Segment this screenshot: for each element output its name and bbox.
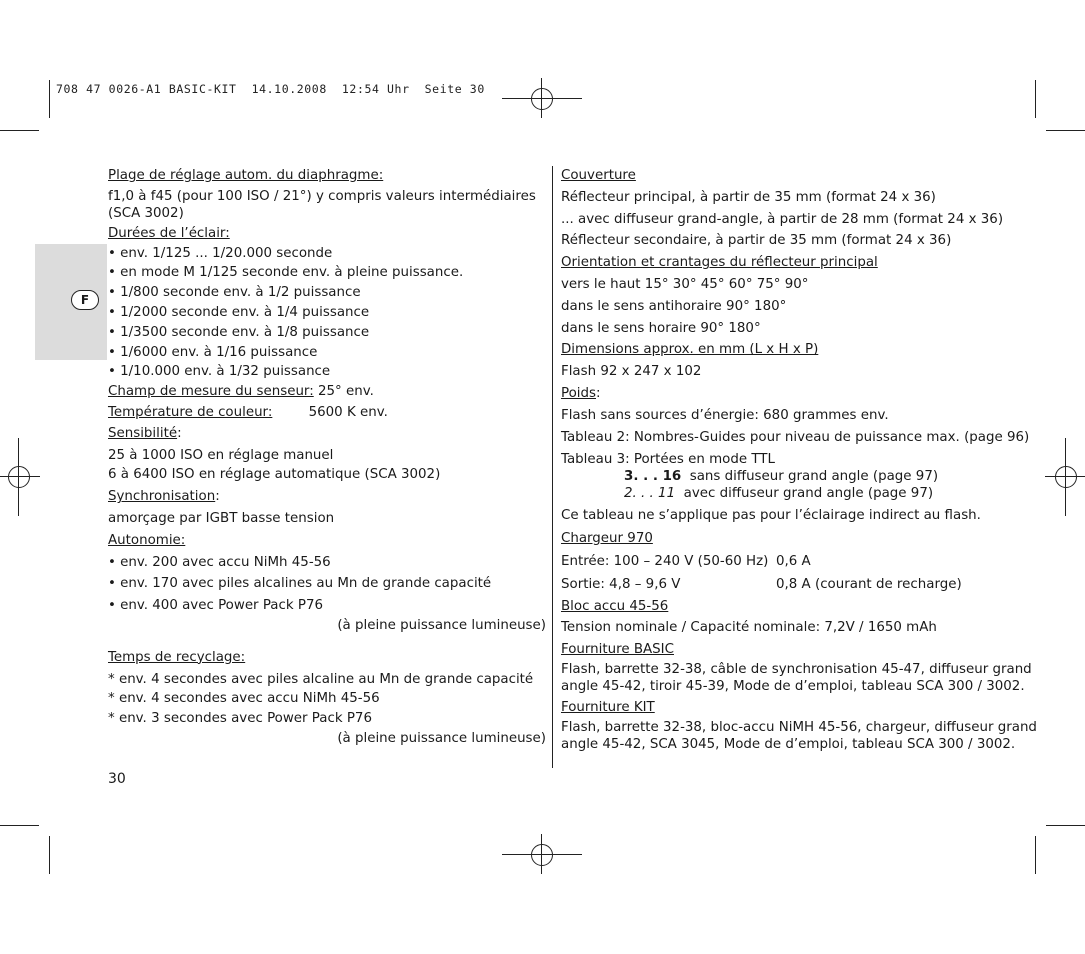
charger-heading: Chargeur 970	[561, 531, 653, 547]
list-item: dans le sens horaire 90° 180°	[561, 320, 761, 336]
autonomy-note: (à pleine puissance lumineuse)	[337, 617, 546, 633]
list-item: * env. 4 secondes avec piles alcaline au Mn de grande capacité	[108, 671, 534, 687]
table3-block: Tableau 3: Portées en mode TTL 3. . . 16 sans diffuseur grand angle (page 97) 2. . . 11 avec diffuseur grand angle (page 97)	[561, 451, 981, 502]
right-column	[561, 166, 1037, 753]
list-item: • 1/800 seconde env. à 1/2 puissance	[108, 285, 361, 301]
sensitivity-heading: Sensibilité:	[108, 425, 182, 441]
crop-mark-top-right-v	[1035, 80, 1036, 118]
battery-heading: Bloc accu 45-56	[561, 598, 669, 614]
crop-mark-bottom-left-v	[49, 836, 50, 874]
list-item: • 1/3500 seconde env. à 1/8 puissance	[108, 324, 370, 340]
coverage-heading: Couverture	[561, 168, 636, 183]
list-item: Réflecteur principal, à partir de 35 mm (format 24 x 36)	[561, 189, 936, 205]
table3-row: 2. . . 11 avec diffuseur grand angle (page 97)	[624, 486, 934, 502]
column-divider	[552, 166, 553, 768]
table2-ref: Tableau 2: Nombres-Guides pour niveau de puissance max. (page 96)	[561, 429, 1030, 445]
list-item: • env. 400 avec Power Pack P76	[108, 598, 323, 614]
sync-value: amorçage par IGBT basse tension	[108, 510, 335, 526]
color-temp-value: 5600 K env.	[308, 404, 388, 420]
color-temp-label: Température de couleur:	[108, 404, 273, 420]
dimensions-value: Flash 92 x 247 x 102	[561, 364, 702, 380]
weight-heading: Poids:	[561, 385, 601, 401]
list-item: Réflecteur secondaire, à partir de 35 mm (format 24 x 36)	[561, 233, 952, 249]
crop-mark-top-right-h	[1046, 130, 1085, 131]
table3-row: 3. . . 16 sans diffuseur grand angle (page 97)	[624, 469, 939, 485]
list-item: • 1/6000 env. à 1/16 puissance	[108, 344, 318, 360]
aperture-heading: Plage de réglage autom. du diaphragme:	[108, 168, 384, 183]
list-item: * env. 3 secondes avec Power Pack P76	[108, 711, 372, 727]
list-item: • env. 170 avec piles alcalines au Mn de grande capacité	[108, 576, 492, 592]
crop-mark-bottom-right-h	[1046, 825, 1085, 826]
list-item: 6 à 6400 ISO en réglage automatique (SCA 3002)	[108, 467, 441, 483]
sensor-row	[108, 382, 546, 402]
list-item: • en mode M 1/125 seconde env. à pleine puissance.	[108, 265, 464, 281]
recycle-note: (à pleine puissance lumineuse)	[337, 730, 546, 746]
autonomy-heading: Autonomie:	[108, 532, 186, 548]
weight-value: Flash sans sources d’énergie: 680 grammes env.	[561, 407, 889, 423]
language-badge: F	[71, 290, 99, 310]
charger-input-row: Entrée: 100 – 240 V (50-60 Hz) 0,6 A	[561, 553, 811, 569]
color-temp-row	[108, 403, 546, 423]
crop-mark-top-left-v	[49, 80, 50, 118]
list-item: • env. 200 avec accu NiMh 45-56	[108, 554, 331, 570]
dimensions-heading: Dimensions approx. en mm (L x H x P)	[561, 342, 819, 358]
list-item: • env. 1/125 ... 1/20.000 seconde	[108, 245, 333, 261]
list-item: 25 à 1000 ISO en réglage manuel	[108, 447, 334, 463]
flash-duration-heading: Durées de l’éclair:	[108, 225, 230, 241]
crop-mark-bottom-left-h	[0, 825, 39, 826]
basic-heading: Fourniture BASIC	[561, 642, 674, 658]
left-column	[108, 166, 546, 749]
page-number: 30	[108, 771, 126, 787]
language-tab	[35, 244, 107, 360]
list-item: dans le sens antihoraire 90° 180°	[561, 298, 787, 314]
kit-text: Flash, barrette 32-38, bloc-accu NiMH 45-56, chargeur, diffuseur grand angle 45-42, SCA 3045, Mode de d’emploi, tableau SCA 300 / 3002.	[561, 719, 1037, 752]
crop-mark-top-left-h	[0, 130, 39, 131]
battery-value: Tension nominale / Capacité nominale: 7,2V / 1650 mAh	[561, 620, 937, 636]
orientation-heading: Orientation et crantages du réflecteur principal	[561, 255, 878, 271]
list-item: * env. 4 secondes avec accu NiMh 45-56	[108, 691, 380, 707]
list-item: ... avec diffuseur grand-angle, à partir de 28 mm (format 24 x 36)	[561, 211, 1004, 227]
crop-mark-bottom-right-v	[1035, 836, 1036, 874]
recycle-heading: Temps de recyclage:	[108, 649, 246, 665]
charger-output-row: Sortie: 4,8 – 9,6 V 0,8 A (courant de recharge)	[561, 576, 962, 592]
table-note: Ce tableau ne s’applique pas pour l’éclairage indirect au flash.	[561, 508, 981, 524]
list-item: vers le haut 15° 30° 45° 60° 75° 90°	[561, 276, 809, 292]
aperture-text: f1,0 à f45 (pour 100 ISO / 21°) y compris valeurs intermédiaires (SCA 3002)	[108, 188, 536, 221]
list-item: • 1/2000 seconde env. à 1/4 puissance	[108, 304, 370, 320]
sync-heading: Synchronisation:	[108, 489, 220, 505]
print-imprint: 708 47 0026-A1 BASIC-KIT 14.10.2008 12:54 Uhr Seite 30	[56, 82, 485, 96]
basic-text: Flash, barrette 32-38, câble de synchronisation 45-47, diffuseur grand angle 45-42, tiroir 45-39, Mode de d’emploi, tableau SCA 300 / 3002.	[561, 661, 1032, 694]
kit-heading: Fourniture KIT	[561, 699, 655, 715]
sensor-label: Champ de mesure du senseur:	[108, 384, 314, 400]
sensor-value: 25° env.	[317, 384, 374, 400]
list-item: • 1/10.000 env. à 1/32 puissance	[108, 364, 331, 380]
